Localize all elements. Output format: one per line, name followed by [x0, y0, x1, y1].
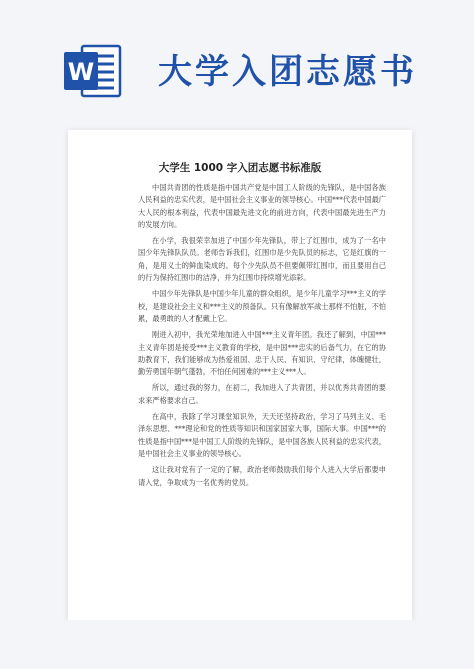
banner-title: 大学入团志愿书 — [158, 52, 417, 92]
paragraph-2: 在小学，我很荣幸加进了中国少年先锋队，带上了红围巾，成为了一名中国少年先锋队队员。老师告诉我们，红围巾是少先队员的标志，它是红旗的一角，是用义士的鲜血染成的。每个少先队员不但要佩带红围巾，而且要用自己的行为保持红围巾的洁净，并为红围巾持续增光添彩。 — [138, 236, 386, 283]
document-page — [68, 130, 412, 620]
document-body — [138, 182, 386, 493]
word-logo-letter: W — [67, 58, 95, 86]
paragraph-4: 刚进入初中，我光荣地加进入中国***主义青年团。我还了解到，中国***主义青年团是接受***主义教育的学校，是中国***忠实的后备气力，在它的协助教育下，我们能够成为热爱祖国、忠于人民、有知识、守纪律，体魄健壮，勤劳勇国年朝气蓬勃，不怕任何困难的***主义***人。 — [138, 330, 386, 377]
header-banner — [0, 0, 474, 130]
document-title: 大学生 1000 字入团志愿书标准版 — [158, 162, 322, 174]
paragraph-1: 中国共青团的性质是指中国共产党是中国工人阶级的先锋队，是中国各族人民利益的忠实代表，是中国社会主义事业的领导核心。中国***代表中国最广大人民的根本利益，代表中国最先进文化的前进方向，代表中国最先进生产力的发展方向。 — [138, 183, 386, 229]
paragraph-3: 中国少年先锋队是中国少年儿童的群众组织，是少年儿童学习***主义的学校，是建设社会主义和***主义的预备队。只有像解放军战士那样不怕脏，不怕累，最勇敢的人才配戴上它。 — [138, 289, 386, 323]
word-document-icon — [62, 40, 124, 102]
footer-background — [0, 620, 474, 669]
paragraph-6: 在高中，我除了学习课堂知识外，天天还坚持政治，学习了马列主义、毛泽东思想、***理论和党的性质等知识和国家国家大事，国际大事。中国***的性质是指中国***是中国工人阶级的先锋队，是中国各族人民利益的忠实代表，是中国社会主义事业的领导核心。 — [138, 412, 386, 458]
paragraph-7: 这让我对党有了一定的了解，政治老师鼓励我们每个人进入大学后都要申请入党，争取成为一名优秀的党员。 — [138, 465, 386, 487]
paragraph-5: 所以，通过我的努力，在初二，我加进入了共青团，并以优秀共青团的要求来严格要求自己。 — [138, 383, 386, 405]
